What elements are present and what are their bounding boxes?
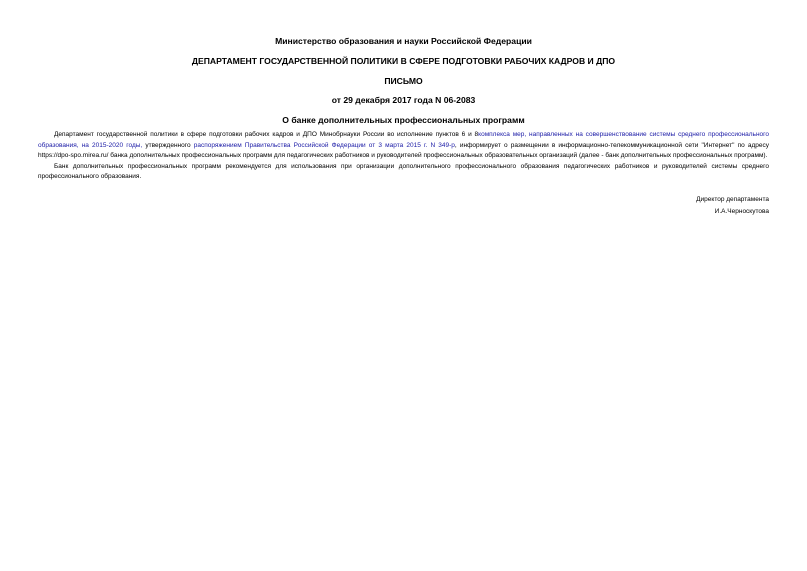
document-type: ПИСЬМО: [384, 76, 423, 86]
body-paragraph-1: [38, 130, 769, 162]
signature-block: [469, 194, 769, 217]
p1-intro-text: Департамент государственной политики в сфере подготовки рабочих кадров и ДПО Минобрнауки России во исполнение пунктов 6 и 8: [54, 131, 479, 138]
body-paragraph-2: Банк дополнительных профессиональных программ рекомендуется для использования при организации дополнительного профессионального образования педагогических работников и руководителей системы среднего профессионального образования.: [38, 162, 769, 181]
government-order-link[interactable]: распоряжением Правительства Российской Федерации от 3 марта 2015 г. N 349-р: [193, 141, 455, 149]
measures-complex-link[interactable]: комплекса мер, направленных на совершенствование системы среднего профессионального образования, на 2015-2020 годы,: [38, 131, 769, 149]
signatory-position: Директор департамента: [696, 196, 769, 203]
p1-closing-text: , информирует о размещении в информационно-телекоммуникационной сети "Интернет" по адресу https://dpo-spo.mirea.ru/ банка дополнительных профессиональных программ для педагогических работников и руководителей профессиональных образовательных организаций (далее - банк дополнительных профессиональных программ).: [38, 141, 770, 160]
document-body: [38, 130, 769, 183]
document-subject: О банке дополнительных профессиональных программ: [282, 115, 525, 125]
document-date-number: от 29 декабря 2017 года N 06-2083: [331, 95, 476, 105]
document-page: [38, 0, 769, 571]
ministry-title: Министерство образования и науки Российской Федерации: [275, 36, 532, 46]
department-title: ДЕПАРТАМЕНТ ГОСУДАРСТВЕННОЙ ПОЛИТИКИ В СФЕРЕ ПОДГОТОВКИ РАБОЧИХ КАДРОВ И ДПО: [191, 56, 616, 66]
p1-between-text: утвержденного: [142, 141, 194, 149]
signatory-name: И.А.Черноскутова: [714, 207, 769, 215]
